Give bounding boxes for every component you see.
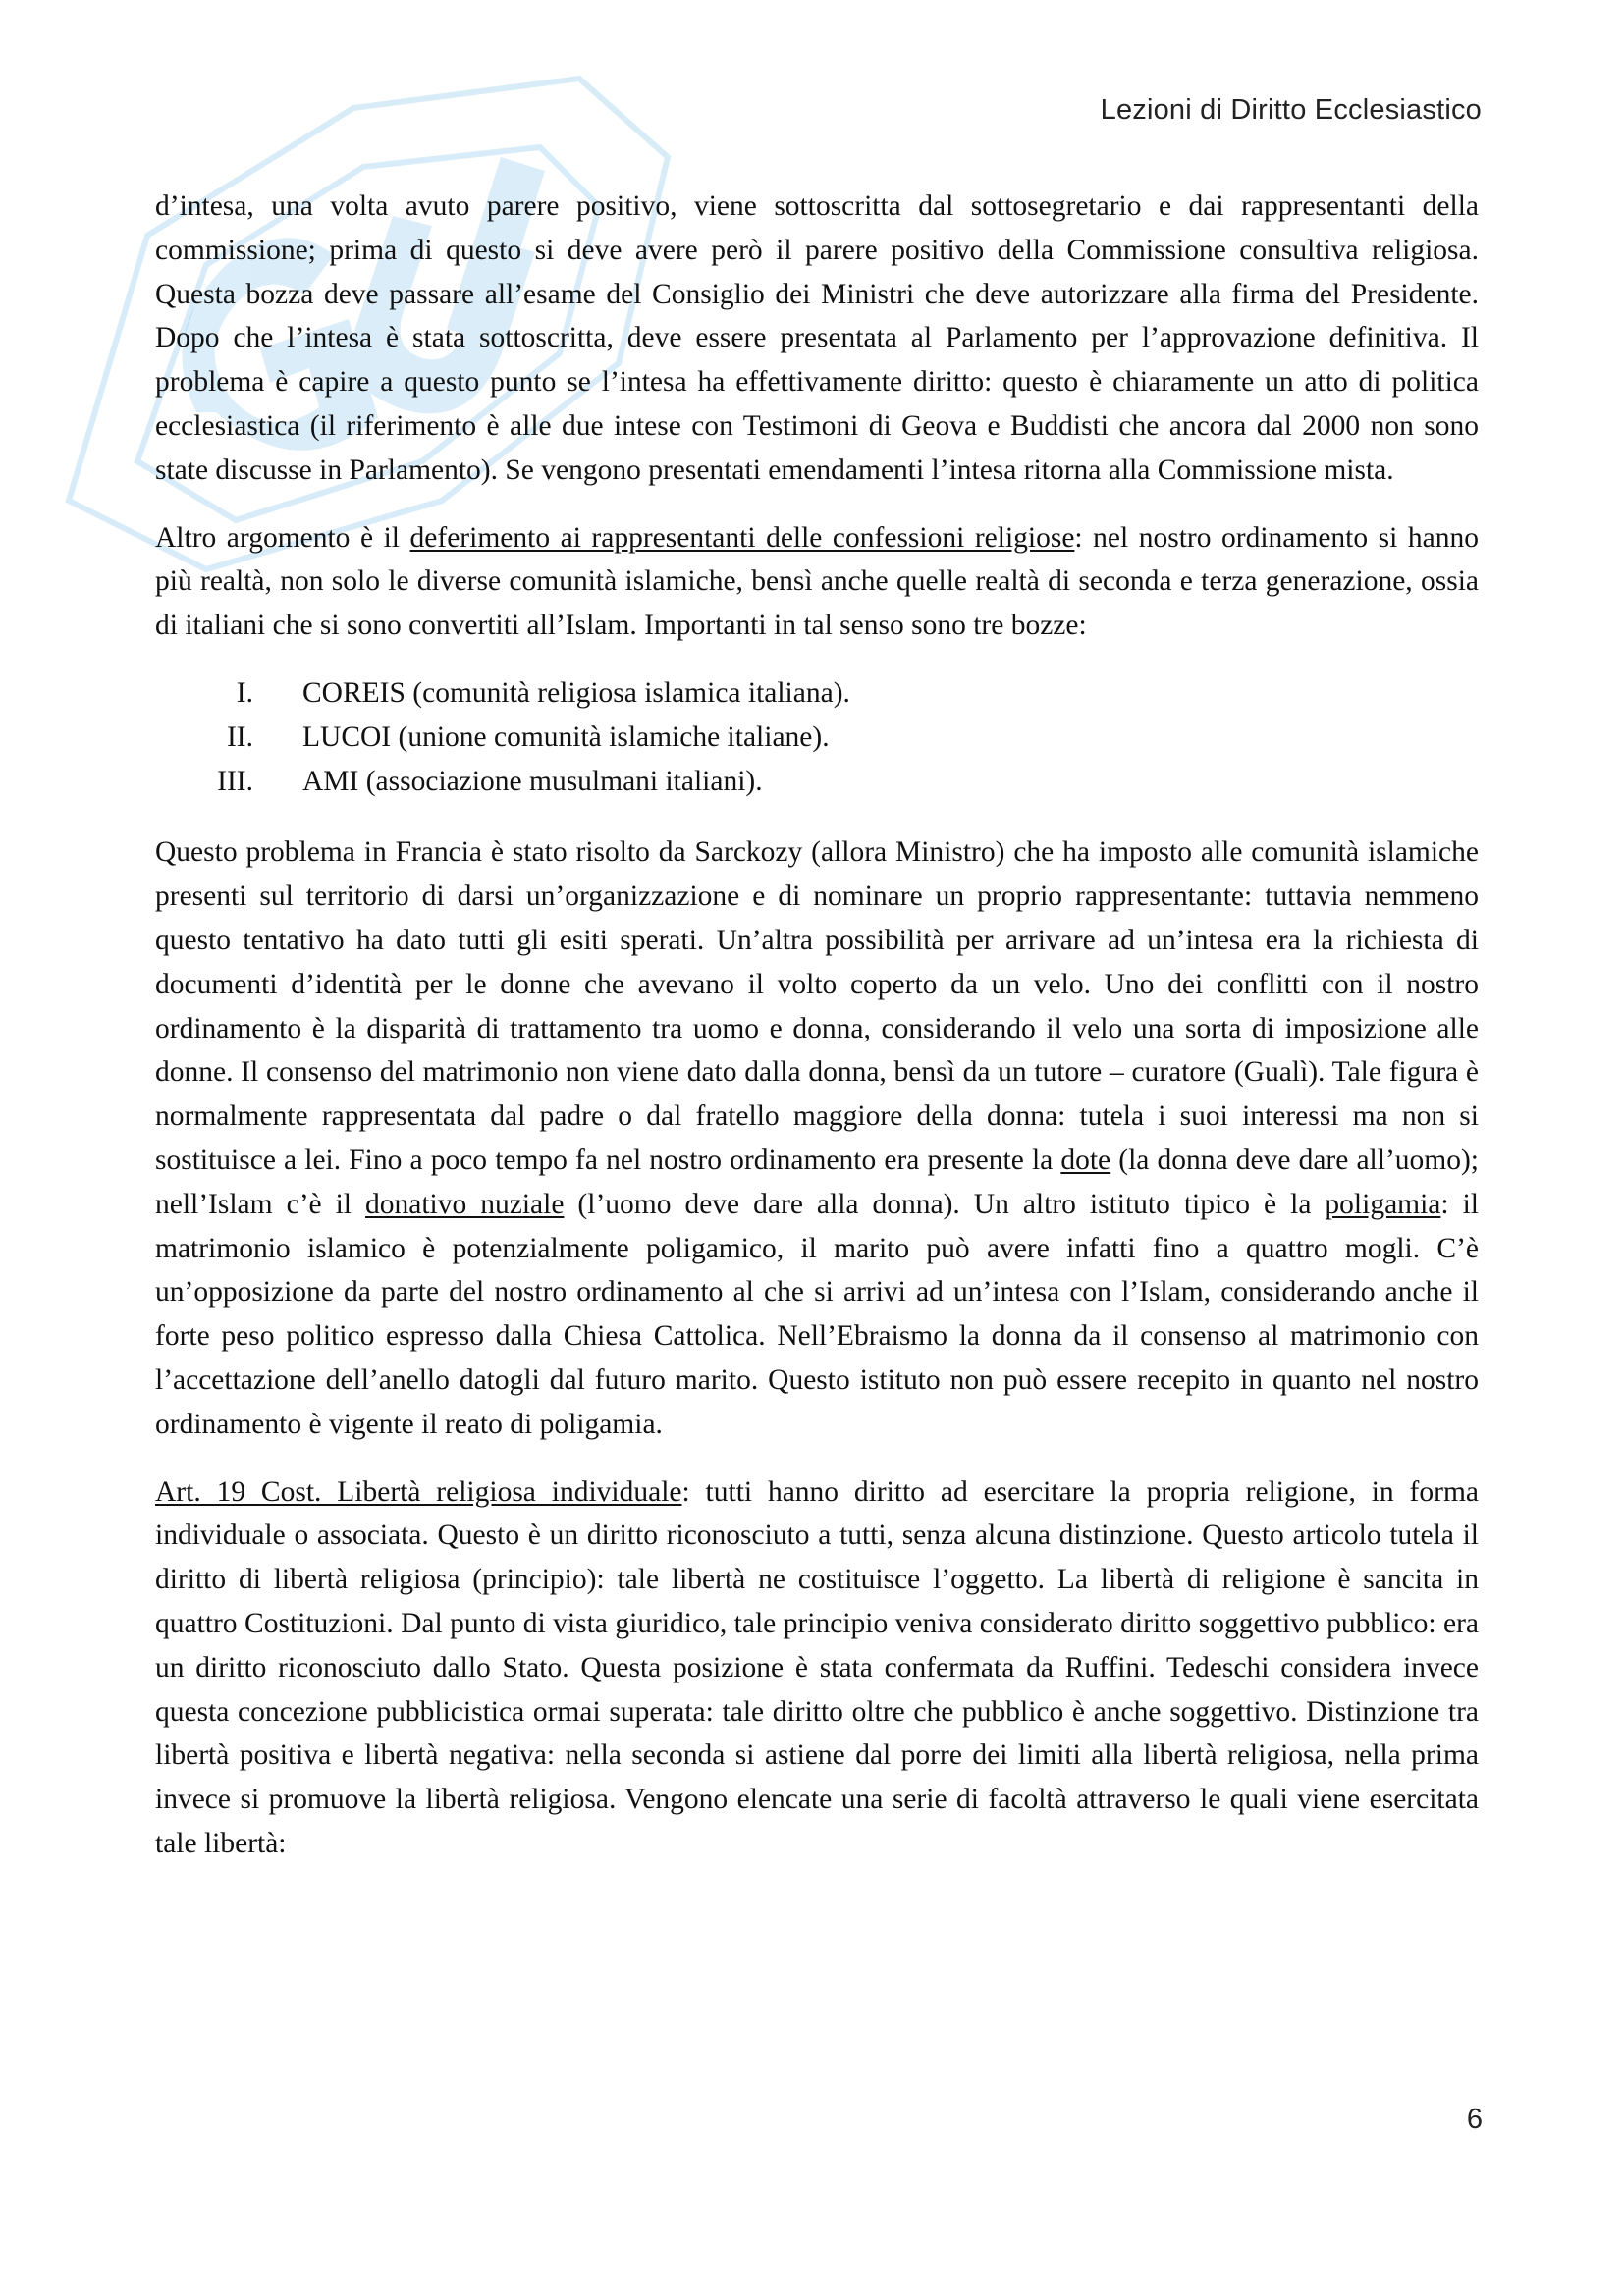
drafts-list <box>155 671 1479 803</box>
list-item <box>155 671 1479 716</box>
paragraph-text: : tutti hanno diritto ad esercitare la propria religione, in forma individuale o associata. Questo è un diritto riconosciuto a tutti, senza alcuna distinzione. Questo articolo tutela il diritto di libertà religiosa (principio): tale libertà ne costituisce l’oggetto. La libertà di religione è sancita in quattro Costituzioni. Dal punto di vista giuridico, tale principio veniva considerato diritto soggettivo pubblico: era un diritto riconosciuto dallo Stato. Questa posizione è stata confermata da Ruffini. Tedeschi considera invece questa concezione pubblicistica ormai superata: tale diritto oltre che pubblico è anche soggettivo. Distinzione tra libertà positiva e libertà negativa: nella seconda si astiene dal porre dei limiti alla libertà religiosa, nella prima invece si promuove la libertà religiosa. Vengono elencate una serie di facoltà attraverso le quali viene esercitata tale libertà: <box>155 1475 1479 1859</box>
paragraph-text: Questo problema in Francia è stato risolto da Sarckozy (allora Ministro) che ha imposto alle comunità islamiche presenti sul territorio di darsi un’organizzazione e di nominare un proprio rappresentante: tuttavia nemmeno questo tentativo ha dato tutti gli esiti sperati. Un’altra possibilità per arrivare ad un’intesa era la richiesta di documenti d’identità per le donne che avevano il volto coperto da un velo. Uno dei conflitti con il nostro ordinamento è la disparità di trattamento tra uomo e donna, considerando il velo una sorta di imposizione alle donne. Il consenso del matrimonio non viene dato dalla donna, bensì da un tutore – curatore (Gualì). Tale figura è normalmente rappresentata dal padre o dal fratello maggiore della donna: tutela i suoi interessi ma non si sostituisce a lei. Fino a poco tempo fa nel nostro ordinamento era presente la <box>155 836 1479 1176</box>
paragraph-deferimento <box>155 516 1479 648</box>
running-header: Lezioni di Diritto Ecclesiastico <box>1100 94 1482 126</box>
list-item-text: COREIS (comunità religiosa islamica italiana). <box>302 676 850 709</box>
paragraph-francia-islam <box>155 830 1479 1446</box>
list-item-number: I. <box>236 676 253 709</box>
paragraph-text: Altro argomento è il <box>155 521 410 554</box>
paragraph-text: : il matrimonio islamico è potenzialmente poligamico, il marito può avere infatti fino a quattro mogli. C’è un’opposizione da parte del nostro ordinamento al che si arrivi ad un’intesa con l’Islam, considerando anche il forte peso politico espresso dalla Chiesa Cattolica. Nell’Ebraismo la donna da il consenso al matrimonio con l’accettazione dell’anello datogli dal futuro marito. Questo istituto non può essere recepito in quanto nel nostro ordinamento è vigente il reato di poligamia. <box>155 1188 1479 1440</box>
list-item-text: LUCOI (unione comunità islamiche italiane). <box>302 721 830 753</box>
paragraph-intesa-procedure: d’intesa, una volta avuto parere positivo, viene sottoscritta dal sottosegretario e dai rappresentanti della commissione; prima di questo si deve avere però il parere positivo della Commissione consultiva religiosa. Questa bozza deve passare all’esame del Consiglio dei Ministri che deve autorizzare alla firma del Presidente. Dopo che l’intesa è stata sottoscritta, deve essere presentata al Parlamento per l’approvazione definitiva. Il problema è capire a questo punto se l’intesa ha effettivamente diritto: questo è chiaramente un atto di politica ecclesiastica (il riferimento è alle due intese con Testimoni di Geova e Buddisti che ancora dal 2000 non sono state discusse in Parlamento). Se vengono presentati emendamenti l’intesa ritorna alla Commissione mista. <box>155 190 1479 486</box>
list-item <box>155 716 1479 760</box>
list-item-text: AMI (associazione musulmani italiani). <box>302 765 763 797</box>
underlined-term: poligamia <box>1325 1188 1441 1220</box>
paragraph-text: (l’uomo deve dare alla donna). Un altro istituto tipico è la <box>564 1188 1326 1220</box>
paragraph-text: : nel nostro ordinamento si hanno più realtà, non solo le diverse comunità islamiche, bensì anche quelle realtà di seconda e terza generazione, ossia di italiani che si sono convertiti all’Islam. Importanti in tal senso sono tre bozze: <box>155 521 1479 642</box>
underlined-term: deferimento ai rappresentanti delle confessioni religiose <box>409 521 1075 554</box>
underlined-heading: Art. 19 Cost. Libertà religiosa individuale <box>155 1475 682 1508</box>
page-number: 6 <box>1466 2104 1483 2135</box>
list-item <box>155 760 1479 804</box>
list-item-number: III. <box>217 765 253 797</box>
underlined-term: donativo nuziale <box>365 1188 565 1220</box>
underlined-term: dote <box>1060 1144 1111 1176</box>
paragraph-art-19 <box>155 1470 1479 1866</box>
list-item-number: II. <box>226 721 253 753</box>
page-content <box>155 185 1479 1890</box>
paragraph-text: (la donna deve dare all’uomo); nell’Islam c’è il <box>155 1144 1479 1220</box>
